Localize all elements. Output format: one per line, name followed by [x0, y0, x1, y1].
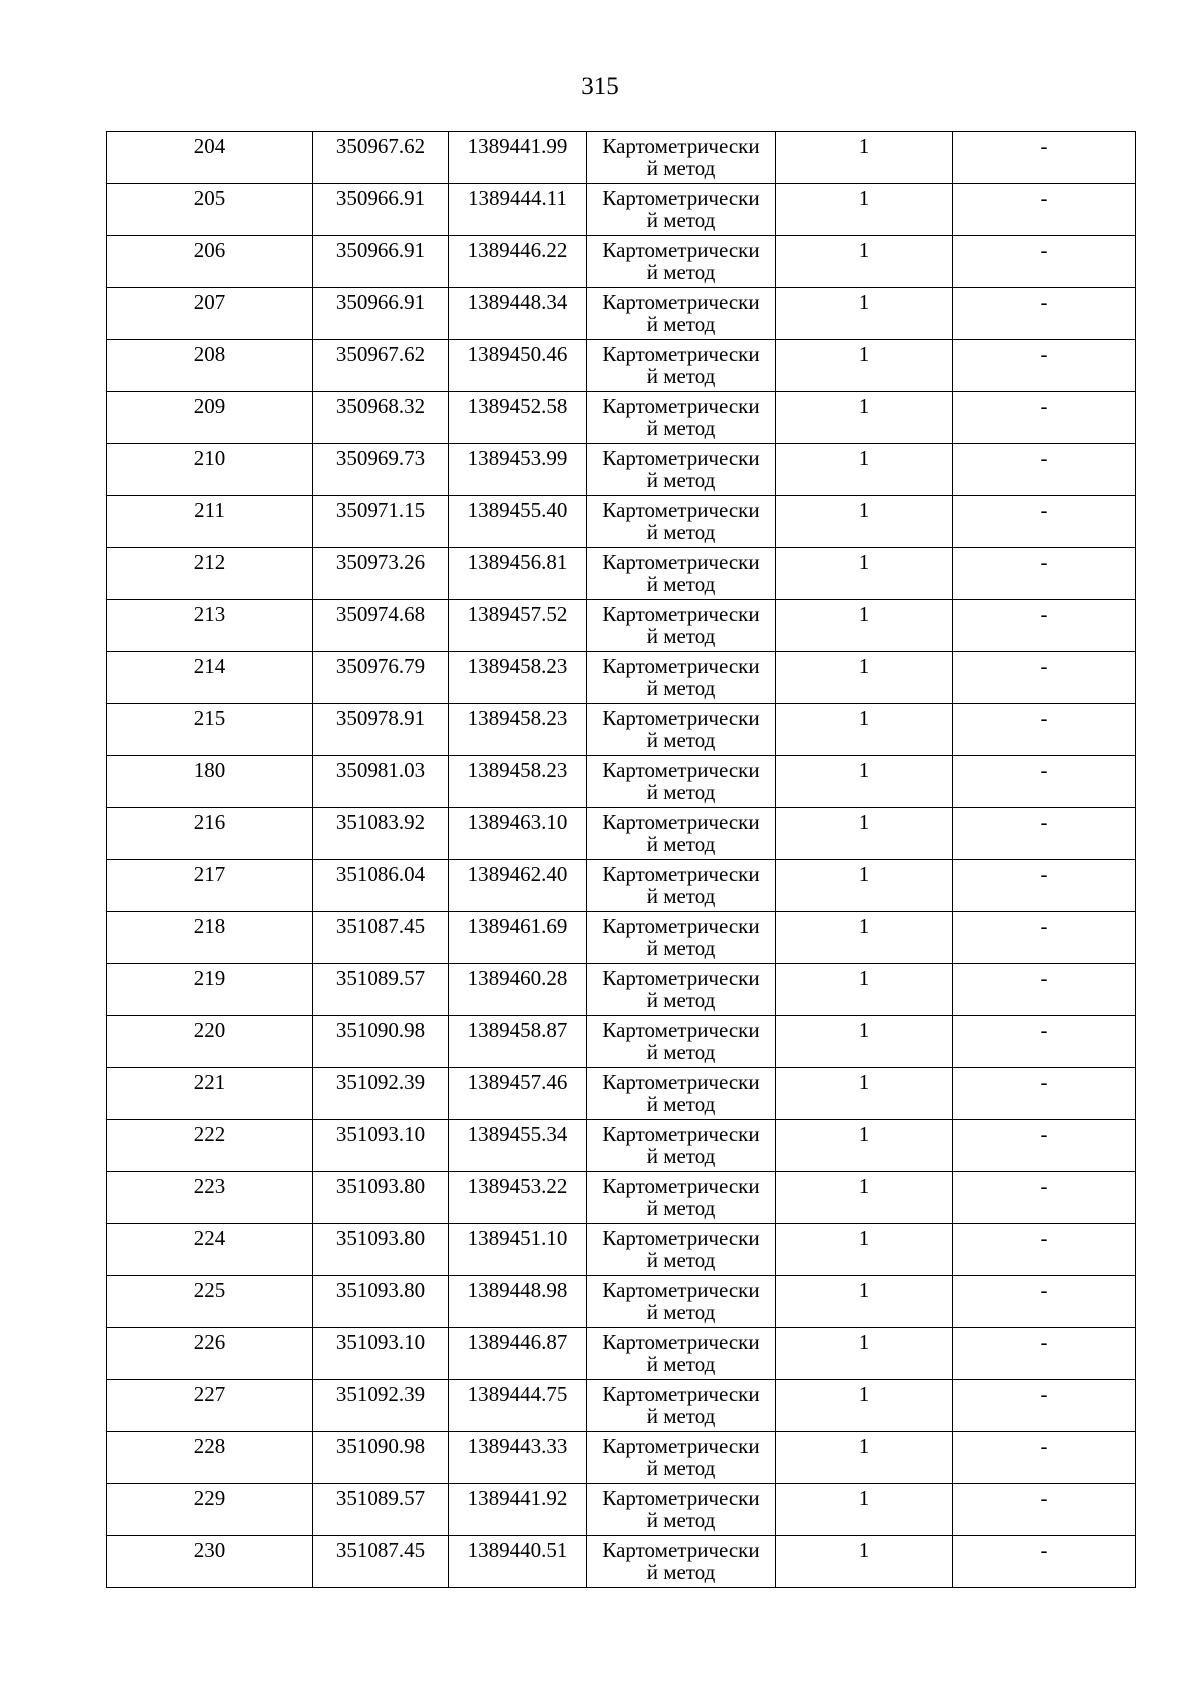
- accuracy-cell: 1: [776, 1536, 953, 1588]
- method-text-line1: Картометрически: [602, 706, 760, 730]
- table-row: [107, 1172, 1136, 1224]
- x-coordinate-cell: 350971.15: [313, 496, 449, 548]
- table-row: [107, 912, 1136, 964]
- method-text-line2: й метод: [646, 468, 716, 492]
- method-text-line2: й метод: [646, 1560, 716, 1584]
- table-row: [107, 600, 1136, 652]
- method-text-line2: й метод: [646, 1092, 716, 1116]
- y-coordinate-cell: 1389448.98: [449, 1276, 587, 1328]
- method-text-line2: й метод: [646, 1040, 716, 1064]
- method-text-line2: й метод: [646, 1144, 716, 1168]
- y-coordinate-cell: 1389455.40: [449, 496, 587, 548]
- method-cell: [587, 1276, 776, 1328]
- accuracy-cell: 1: [776, 132, 953, 184]
- x-coordinate-cell: 350974.68: [313, 600, 449, 652]
- point-number-cell: 204: [107, 132, 313, 184]
- method-text-line2: й метод: [646, 364, 716, 388]
- method-text-line2: й метод: [646, 884, 716, 908]
- x-coordinate-cell: 350966.91: [313, 184, 449, 236]
- method-text-line2: й метод: [646, 416, 716, 440]
- table-row: [107, 808, 1136, 860]
- description-cell: -: [953, 1172, 1136, 1224]
- x-coordinate-cell: 350967.62: [313, 340, 449, 392]
- method-text-line2: й метод: [646, 260, 716, 284]
- method-text-line1: Картометрически: [602, 1278, 760, 1302]
- accuracy-cell: 1: [776, 808, 953, 860]
- y-coordinate-cell: 1389450.46: [449, 340, 587, 392]
- y-coordinate-cell: 1389440.51: [449, 1536, 587, 1588]
- x-coordinate-cell: 350973.26: [313, 548, 449, 600]
- description-cell: -: [953, 1068, 1136, 1120]
- method-cell: [587, 756, 776, 808]
- table-row: [107, 392, 1136, 444]
- y-coordinate-cell: 1389456.81: [449, 548, 587, 600]
- method-text-line1: Картометрически: [602, 1122, 760, 1146]
- method-cell: [587, 1068, 776, 1120]
- description-cell: -: [953, 1432, 1136, 1484]
- method-text-line2: й метод: [646, 1248, 716, 1272]
- table-row: [107, 496, 1136, 548]
- point-number-cell: 227: [107, 1380, 313, 1432]
- method-cell: [587, 652, 776, 704]
- y-coordinate-cell: 1389458.23: [449, 652, 587, 704]
- method-text-line1: Картометрически: [602, 1070, 760, 1094]
- accuracy-cell: 1: [776, 1432, 953, 1484]
- table-row: [107, 1432, 1136, 1484]
- method-text-line2: й метод: [646, 624, 716, 648]
- accuracy-cell: 1: [776, 652, 953, 704]
- x-coordinate-cell: 351089.57: [313, 1484, 449, 1536]
- description-cell: -: [953, 444, 1136, 496]
- method-text-line1: Картометрически: [602, 602, 760, 626]
- y-coordinate-cell: 1389453.22: [449, 1172, 587, 1224]
- x-coordinate-cell: 350966.91: [313, 288, 449, 340]
- method-text-line1: Картометрически: [602, 186, 760, 210]
- method-text-line1: Картометрически: [602, 862, 760, 886]
- point-number-cell: 214: [107, 652, 313, 704]
- method-text-line1: Картометрически: [602, 1330, 760, 1354]
- x-coordinate-cell: 351087.45: [313, 1536, 449, 1588]
- x-coordinate-cell: 350978.91: [313, 704, 449, 756]
- description-cell: -: [953, 392, 1136, 444]
- description-cell: -: [953, 808, 1136, 860]
- table-row: [107, 704, 1136, 756]
- table-row: [107, 756, 1136, 808]
- description-cell: -: [953, 912, 1136, 964]
- description-cell: -: [953, 1224, 1136, 1276]
- point-number-cell: 229: [107, 1484, 313, 1536]
- table-row: [107, 184, 1136, 236]
- description-cell: -: [953, 704, 1136, 756]
- method-text-line2: й метод: [646, 572, 716, 596]
- y-coordinate-cell: 1389448.34: [449, 288, 587, 340]
- description-cell: -: [953, 184, 1136, 236]
- x-coordinate-cell: 350976.79: [313, 652, 449, 704]
- accuracy-cell: 1: [776, 548, 953, 600]
- y-coordinate-cell: 1389457.52: [449, 600, 587, 652]
- method-cell: [587, 912, 776, 964]
- x-coordinate-cell: 351083.92: [313, 808, 449, 860]
- table-row: [107, 1276, 1136, 1328]
- method-text-line2: й метод: [646, 728, 716, 752]
- method-text-line2: й метод: [646, 988, 716, 1012]
- method-cell: [587, 860, 776, 912]
- y-coordinate-cell: 1389444.75: [449, 1380, 587, 1432]
- table-row: [107, 288, 1136, 340]
- description-cell: -: [953, 652, 1136, 704]
- method-cell: [587, 1016, 776, 1068]
- point-number-cell: 216: [107, 808, 313, 860]
- method-cell: [587, 1536, 776, 1588]
- x-coordinate-cell: 351093.10: [313, 1120, 449, 1172]
- description-cell: -: [953, 340, 1136, 392]
- method-cell: [587, 392, 776, 444]
- accuracy-cell: 1: [776, 340, 953, 392]
- page-number: 315: [581, 73, 619, 100]
- method-cell: [587, 1484, 776, 1536]
- method-cell: [587, 1224, 776, 1276]
- x-coordinate-cell: 351093.10: [313, 1328, 449, 1380]
- y-coordinate-cell: 1389441.92: [449, 1484, 587, 1536]
- table-row: [107, 1016, 1136, 1068]
- method-text-line1: Картометрически: [602, 290, 760, 314]
- table-row: [107, 444, 1136, 496]
- description-cell: -: [953, 1276, 1136, 1328]
- table-row: [107, 860, 1136, 912]
- description-cell: -: [953, 496, 1136, 548]
- description-cell: -: [953, 756, 1136, 808]
- y-coordinate-cell: 1389446.22: [449, 236, 587, 288]
- accuracy-cell: 1: [776, 1068, 953, 1120]
- point-number-cell: 213: [107, 600, 313, 652]
- method-cell: [587, 340, 776, 392]
- point-number-cell: 228: [107, 1432, 313, 1484]
- accuracy-cell: 1: [776, 184, 953, 236]
- point-number-cell: 180: [107, 756, 313, 808]
- accuracy-cell: 1: [776, 1016, 953, 1068]
- method-text-line2: й метод: [646, 520, 716, 544]
- method-cell: [587, 444, 776, 496]
- method-cell: [587, 964, 776, 1016]
- method-text-line1: Картометрически: [602, 1018, 760, 1042]
- y-coordinate-cell: 1389458.23: [449, 704, 587, 756]
- method-cell: [587, 1328, 776, 1380]
- point-number-cell: 222: [107, 1120, 313, 1172]
- coordinates-table: [106, 131, 1136, 1588]
- method-cell: [587, 1120, 776, 1172]
- method-text-line1: Картометрически: [602, 1382, 760, 1406]
- y-coordinate-cell: 1389455.34: [449, 1120, 587, 1172]
- method-cell: [587, 288, 776, 340]
- method-text-line2: й метод: [646, 1404, 716, 1428]
- method-cell: [587, 1172, 776, 1224]
- table-row: [107, 1380, 1136, 1432]
- point-number-cell: 205: [107, 184, 313, 236]
- x-coordinate-cell: 350969.73: [313, 444, 449, 496]
- y-coordinate-cell: 1389458.87: [449, 1016, 587, 1068]
- method-text-line2: й метод: [646, 156, 716, 180]
- accuracy-cell: 1: [776, 860, 953, 912]
- description-cell: -: [953, 1380, 1136, 1432]
- table-row: [107, 1536, 1136, 1588]
- x-coordinate-cell: 351090.98: [313, 1016, 449, 1068]
- method-cell: [587, 184, 776, 236]
- method-text-line1: Картометрически: [602, 966, 760, 990]
- method-cell: [587, 704, 776, 756]
- table-row: [107, 340, 1136, 392]
- accuracy-cell: 1: [776, 236, 953, 288]
- method-cell: [587, 132, 776, 184]
- method-text-line2: й метод: [646, 676, 716, 700]
- y-coordinate-cell: 1389457.46: [449, 1068, 587, 1120]
- y-coordinate-cell: 1389461.69: [449, 912, 587, 964]
- accuracy-cell: 1: [776, 496, 953, 548]
- x-coordinate-cell: 350981.03: [313, 756, 449, 808]
- description-cell: -: [953, 964, 1136, 1016]
- x-coordinate-cell: 351089.57: [313, 964, 449, 1016]
- method-text-line2: й метод: [646, 1352, 716, 1376]
- method-text-line1: Картометрически: [602, 394, 760, 418]
- table-row: [107, 964, 1136, 1016]
- method-cell: [587, 236, 776, 288]
- method-text-line1: Картометрически: [602, 1538, 760, 1562]
- accuracy-cell: 1: [776, 1484, 953, 1536]
- method-text-line1: Картометрически: [602, 342, 760, 366]
- y-coordinate-cell: 1389463.10: [449, 808, 587, 860]
- description-cell: -: [953, 548, 1136, 600]
- point-number-cell: 209: [107, 392, 313, 444]
- method-cell: [587, 1432, 776, 1484]
- method-text-line2: й метод: [646, 1300, 716, 1324]
- description-cell: -: [953, 1120, 1136, 1172]
- method-cell: [587, 496, 776, 548]
- method-text-line1: Картометрически: [602, 654, 760, 678]
- method-text-line1: Картометрически: [602, 758, 760, 782]
- point-number-cell: 230: [107, 1536, 313, 1588]
- method-text-line2: й метод: [646, 832, 716, 856]
- description-cell: -: [953, 288, 1136, 340]
- accuracy-cell: 1: [776, 1172, 953, 1224]
- coordinates-table-body: [107, 132, 1136, 1588]
- point-number-cell: 220: [107, 1016, 313, 1068]
- y-coordinate-cell: 1389451.10: [449, 1224, 587, 1276]
- x-coordinate-cell: 351090.98: [313, 1432, 449, 1484]
- point-number-cell: 206: [107, 236, 313, 288]
- x-coordinate-cell: 351093.80: [313, 1224, 449, 1276]
- accuracy-cell: 1: [776, 1380, 953, 1432]
- description-cell: -: [953, 1016, 1136, 1068]
- table-row: [107, 1224, 1136, 1276]
- method-text-line1: Картометрически: [602, 1226, 760, 1250]
- x-coordinate-cell: 350967.62: [313, 132, 449, 184]
- x-coordinate-cell: 350968.32: [313, 392, 449, 444]
- point-number-cell: 219: [107, 964, 313, 1016]
- description-cell: -: [953, 1484, 1136, 1536]
- point-number-cell: 224: [107, 1224, 313, 1276]
- method-text-line1: Картометрически: [602, 810, 760, 834]
- method-text-line2: й метод: [646, 780, 716, 804]
- accuracy-cell: 1: [776, 1224, 953, 1276]
- point-number-cell: 225: [107, 1276, 313, 1328]
- point-number-cell: 223: [107, 1172, 313, 1224]
- method-text-line1: Картометрически: [602, 134, 760, 158]
- method-cell: [587, 548, 776, 600]
- table-row: [107, 1068, 1136, 1120]
- method-text-line2: й метод: [646, 312, 716, 336]
- method-text-line1: Картометрически: [602, 914, 760, 938]
- method-text-line1: Картометрически: [602, 1486, 760, 1510]
- method-cell: [587, 1380, 776, 1432]
- method-text-line1: Картометрически: [602, 1434, 760, 1458]
- accuracy-cell: 1: [776, 964, 953, 1016]
- point-number-cell: 221: [107, 1068, 313, 1120]
- point-number-cell: 226: [107, 1328, 313, 1380]
- method-text-line1: Картометрически: [602, 238, 760, 262]
- method-text-line2: й метод: [646, 208, 716, 232]
- table-row: [107, 132, 1136, 184]
- method-text-line1: Картометрически: [602, 498, 760, 522]
- description-cell: -: [953, 1536, 1136, 1588]
- method-text-line1: Картометрически: [602, 550, 760, 574]
- accuracy-cell: 1: [776, 600, 953, 652]
- x-coordinate-cell: 351092.39: [313, 1068, 449, 1120]
- description-cell: -: [953, 132, 1136, 184]
- accuracy-cell: 1: [776, 1276, 953, 1328]
- point-number-cell: 208: [107, 340, 313, 392]
- table-row: [107, 236, 1136, 288]
- method-text-line2: й метод: [646, 936, 716, 960]
- y-coordinate-cell: 1389452.58: [449, 392, 587, 444]
- description-cell: -: [953, 600, 1136, 652]
- description-cell: -: [953, 860, 1136, 912]
- y-coordinate-cell: 1389443.33: [449, 1432, 587, 1484]
- point-number-cell: 218: [107, 912, 313, 964]
- y-coordinate-cell: 1389462.40: [449, 860, 587, 912]
- y-coordinate-cell: 1389444.11: [449, 184, 587, 236]
- table-row: [107, 1484, 1136, 1536]
- x-coordinate-cell: 351093.80: [313, 1172, 449, 1224]
- description-cell: -: [953, 1328, 1136, 1380]
- y-coordinate-cell: 1389458.23: [449, 756, 587, 808]
- accuracy-cell: 1: [776, 704, 953, 756]
- point-number-cell: 217: [107, 860, 313, 912]
- method-cell: [587, 808, 776, 860]
- accuracy-cell: 1: [776, 288, 953, 340]
- point-number-cell: 215: [107, 704, 313, 756]
- point-number-cell: 212: [107, 548, 313, 600]
- table-row: [107, 1120, 1136, 1172]
- y-coordinate-cell: 1389441.99: [449, 132, 587, 184]
- point-number-cell: 211: [107, 496, 313, 548]
- table-row: [107, 1328, 1136, 1380]
- method-text-line1: Картометрически: [602, 446, 760, 470]
- table-row: [107, 652, 1136, 704]
- point-number-cell: 210: [107, 444, 313, 496]
- accuracy-cell: 1: [776, 1120, 953, 1172]
- accuracy-cell: 1: [776, 444, 953, 496]
- method-text-line2: й метод: [646, 1456, 716, 1480]
- y-coordinate-cell: 1389460.28: [449, 964, 587, 1016]
- accuracy-cell: 1: [776, 912, 953, 964]
- method-cell: [587, 600, 776, 652]
- accuracy-cell: 1: [776, 756, 953, 808]
- x-coordinate-cell: 351086.04: [313, 860, 449, 912]
- accuracy-cell: 1: [776, 1328, 953, 1380]
- table-row: [107, 548, 1136, 600]
- description-cell: -: [953, 236, 1136, 288]
- x-coordinate-cell: 351093.80: [313, 1276, 449, 1328]
- method-text-line2: й метод: [646, 1508, 716, 1532]
- x-coordinate-cell: 351087.45: [313, 912, 449, 964]
- method-text-line1: Картометрически: [602, 1174, 760, 1198]
- method-text-line2: й метод: [646, 1196, 716, 1220]
- x-coordinate-cell: 350966.91: [313, 236, 449, 288]
- point-number-cell: 207: [107, 288, 313, 340]
- x-coordinate-cell: 351092.39: [313, 1380, 449, 1432]
- y-coordinate-cell: 1389446.87: [449, 1328, 587, 1380]
- y-coordinate-cell: 1389453.99: [449, 444, 587, 496]
- accuracy-cell: 1: [776, 392, 953, 444]
